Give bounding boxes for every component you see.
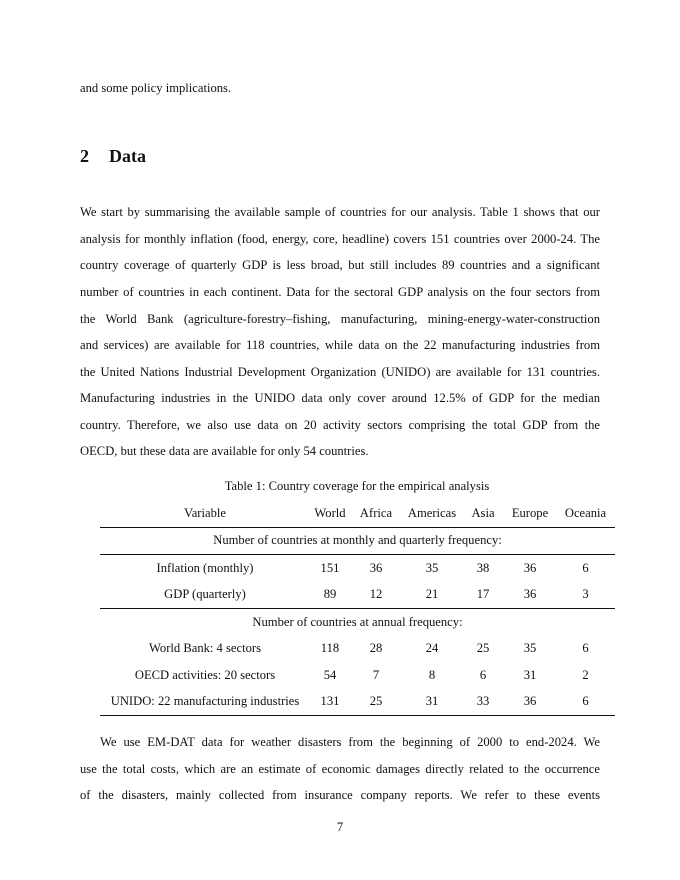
country-coverage-table: [100, 500, 615, 716]
row-label: UNIDO: 22 manufacturing industries: [100, 689, 310, 716]
section-title: Data: [109, 146, 146, 166]
paragraph-line: of the disasters, mainly collected from insurance company reports. We refer to these events: [80, 788, 600, 802]
row-label: GDP (quarterly): [100, 582, 310, 609]
row-label: World Bank: 4 sectors: [149, 641, 261, 656]
cell-africa: 12: [350, 582, 402, 609]
paragraph-line: the World Bank (agriculture-forestry–fishing, manufacturing, mining-energy-water-construction: [80, 312, 600, 326]
table-row: [100, 582, 615, 609]
paragraph-line: country coverage of quarterly GDP is less broad, but still includes 89 countries and a significant: [80, 258, 600, 272]
header-cell: Africa: [359, 505, 393, 520]
paragraph-line: We use EM-DAT data for weather disasters from the beginning of 2000 to end-2024. We: [100, 735, 600, 749]
cell-world: 151: [320, 560, 340, 575]
header-cell: Americas: [407, 505, 457, 520]
paragraph-line: analysis for monthly inflation (food, energy, core, headline) covers 151 countries over 2000-24. The: [80, 232, 600, 246]
header-cell: World: [314, 505, 346, 520]
group-label: Number of countries at monthly and quarterly frequency:: [100, 527, 615, 555]
cell-europe: 36: [523, 560, 537, 575]
cell-asia: 25: [476, 641, 490, 656]
cell-europe: 35: [523, 641, 537, 656]
cell-africa: 36: [369, 560, 383, 575]
cell-americas: 24: [425, 641, 439, 656]
table-header-row: [100, 500, 615, 527]
table-row: [100, 689, 615, 716]
paragraph-line: We start by summarising the available sample of countries for our analysis. Table 1 shows that our: [80, 205, 600, 219]
paragraph-line: country. Therefore, we also use data on 20 activity sectors comprising the total GDP from the: [80, 418, 600, 432]
header-cell: Europe: [511, 505, 549, 520]
cell-asia: 38: [476, 560, 490, 575]
cell-oceania: 6: [556, 689, 615, 716]
paragraph-line: the United Nations Industrial Development Organization (UNIDO) are available for 131 countries.: [80, 365, 600, 379]
cell-world: 89: [310, 582, 350, 609]
header-cell: Oceania: [564, 505, 607, 520]
cell-asia: 6: [479, 667, 487, 682]
header-cell: Variable: [184, 505, 226, 520]
cell-americas: 8: [428, 667, 436, 682]
paragraph-line: and services) are available for 118 countries, while data on the 22 manufacturing industries from: [80, 338, 600, 352]
cell-oceania: 3: [556, 582, 615, 609]
cell-europe: 31: [523, 667, 537, 682]
table-group-row: [100, 609, 615, 636]
section-heading: [80, 146, 146, 167]
cell-americas: 21: [402, 582, 462, 609]
cell-world: 131: [310, 689, 350, 716]
cell-africa: 25: [350, 689, 402, 716]
section-number: 2: [80, 146, 89, 166]
cell-world: 118: [320, 641, 340, 656]
cell-oceania: 6: [582, 560, 589, 575]
cell-americas: 31: [402, 689, 462, 716]
cell-africa: 7: [372, 667, 380, 682]
paragraph-line: Manufacturing industries in the UNIDO data only cover around 12.5% of GDP for the median: [80, 391, 600, 405]
table-caption: Table 1: Country coverage for the empirical analysis: [224, 479, 490, 493]
cell-world: 54: [323, 667, 337, 682]
table-group-row: [100, 527, 615, 555]
table-row: [100, 555, 615, 582]
cell-oceania: 2: [582, 667, 589, 682]
cell-oceania: 6: [582, 641, 589, 656]
cell-americas: 35: [425, 560, 439, 575]
group-label: Number of countries at annual frequency:: [252, 614, 463, 629]
paragraph-line: OECD, but these data are available for only 54 countries.: [80, 444, 369, 458]
table-row: [100, 662, 615, 689]
cell-africa: 28: [369, 641, 383, 656]
header-cell: Asia: [471, 505, 495, 520]
cell-europe: 36: [504, 582, 556, 609]
row-label: OECD activities: 20 sectors: [134, 667, 276, 682]
cell-asia: 17: [462, 582, 504, 609]
cell-asia: 33: [462, 689, 504, 716]
row-label: Inflation (monthly): [156, 560, 254, 575]
paragraph-line: use the total costs, which are an estimate of economic damages directly related to the occurrence: [80, 762, 600, 776]
paragraph-line: number of countries in each continent. Data for the sectoral GDP analysis on the four sectors from: [80, 285, 600, 299]
table-row: [100, 636, 615, 663]
cell-europe: 36: [504, 689, 556, 716]
page-number: 7: [336, 820, 344, 834]
intro-tail-text: and some policy implications.: [80, 81, 232, 95]
